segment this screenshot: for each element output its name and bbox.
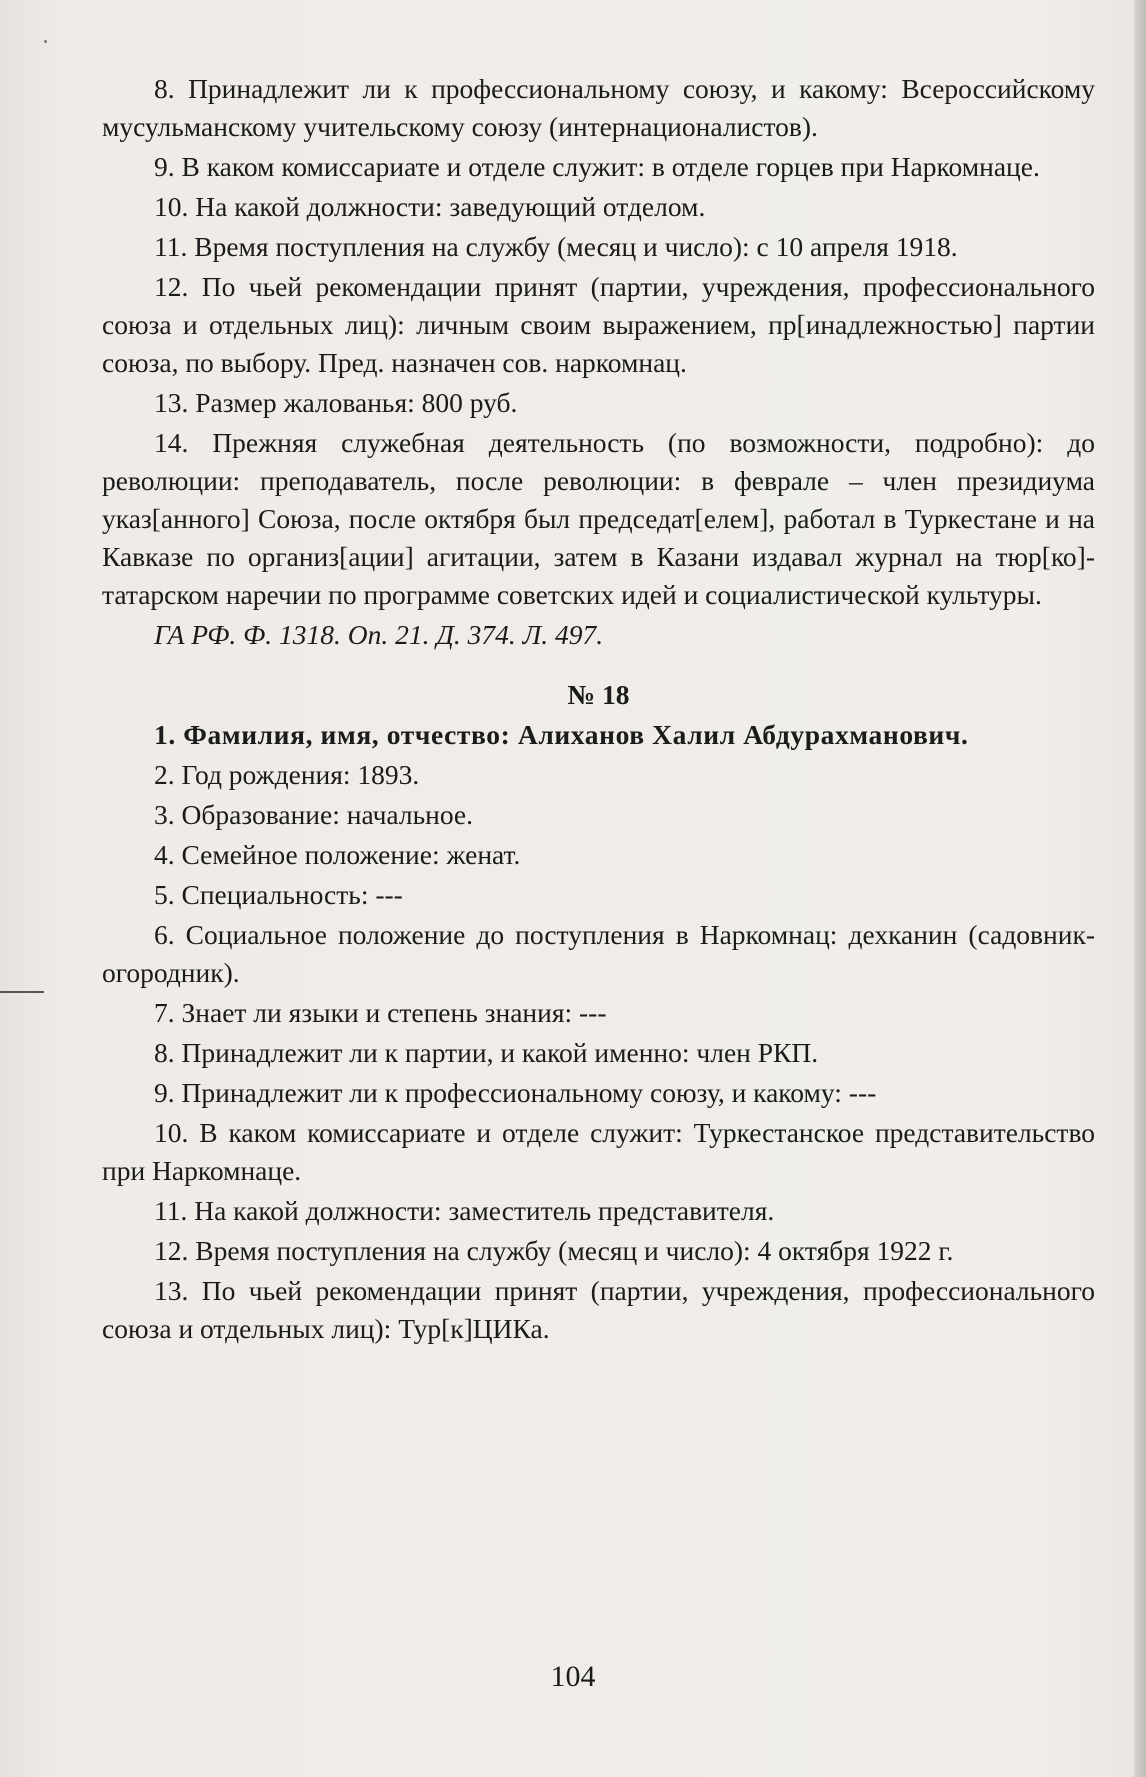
- paragraph-item-10-position: 10. На какой должности: заведующий отделом.: [154, 191, 706, 222]
- paragraph-education: 3. Образование: начальное.: [154, 799, 473, 830]
- paragraph-position: 11. На какой должности: заместитель представителя.: [154, 1195, 775, 1226]
- document-heading: 1. Фамилия, имя, отчество: Алиханов Халил Абдурахманович.: [154, 719, 969, 750]
- paragraph-item-8-union: 8. Принадлежит ли к профессиональному союзу, и какому: Всероссийскому мусульманскому учительскому союзу (интернационалистов).: [102, 73, 1095, 142]
- document-number: № 18: [567, 679, 630, 710]
- paragraph-item-9-commissariat: 9. В каком комиссариате и отделе служит: в отделе горцев при Наркомнаце.: [154, 151, 1040, 182]
- paragraph-family-status: 4. Семейное положение: женат.: [154, 839, 521, 870]
- archive-source-reference: ГА РФ. Ф. 1318. Оп. 21. Д. 374. Л. 497.: [154, 619, 604, 650]
- paragraph-item-14-prior-service: 14. Прежняя служебная деятельность (по возможности, подробно): до революции: преподаватель, после революции: в феврале – член президиума указ[анного] Союза, после октября был председат[елем], работал в Туркестане и на Кавказе по организ[ации] агитации, затем в Казани издавал журнал на тюр[ко]-татарском наречии по программе советских идей и социалистической культуры.: [102, 427, 1095, 610]
- margin-dot: [44, 40, 47, 43]
- page-spine-shadow: [1134, 0, 1146, 1777]
- paragraph-union: 9. Принадлежит ли к профессиональному союзу, и какому: ---: [154, 1077, 877, 1108]
- paragraph-languages: 7. Знает ли языки и степень знания: ---: [154, 997, 607, 1028]
- margin-mark: [0, 991, 44, 993]
- paragraph-commissariat: 10. В каком комиссариате и отделе служит: Туркестанское представительство при Наркомнаце.: [102, 1117, 1095, 1186]
- page-number: 104: [550, 1660, 596, 1693]
- paragraph-start-date: 12. Время поступления на службу (месяц и число): 4 октября 1922 г.: [154, 1235, 954, 1266]
- paragraph-birth-year: 2. Год рождения: 1893.: [154, 759, 420, 790]
- paragraph-recommendation: 13. По чьей рекомендации принят (партии, учреждения, профессионального союза и отдельных лиц): Тур[к]ЦИКа.: [102, 1275, 1095, 1344]
- paragraph-party: 8. Принадлежит ли к партии, и какой именно: член РКП.: [154, 1037, 819, 1068]
- paragraph-item-13-salary: 13. Размер жалованья: 800 руб.: [154, 387, 518, 418]
- paragraph-specialty: 5. Специальность: ---: [154, 879, 403, 910]
- paragraph-item-11-start-date: 11. Время поступления на службу (месяц и число): с 10 апреля 1918.: [154, 231, 958, 262]
- paragraph-item-12-recommendation: 12. По чьей рекомендации принят (партии, учреждения, профессионального союза и отдельных лиц): личным своим выражением, пр[инадлежностью] партии союза, по выбору. Пред. назначен сов. наркомнац.: [102, 271, 1095, 378]
- page-text: [102, 70, 1095, 1350]
- paragraph-social-status: 6. Социальное положение до поступления в Наркомнац: дехканин (садовник-огородник).: [102, 919, 1095, 988]
